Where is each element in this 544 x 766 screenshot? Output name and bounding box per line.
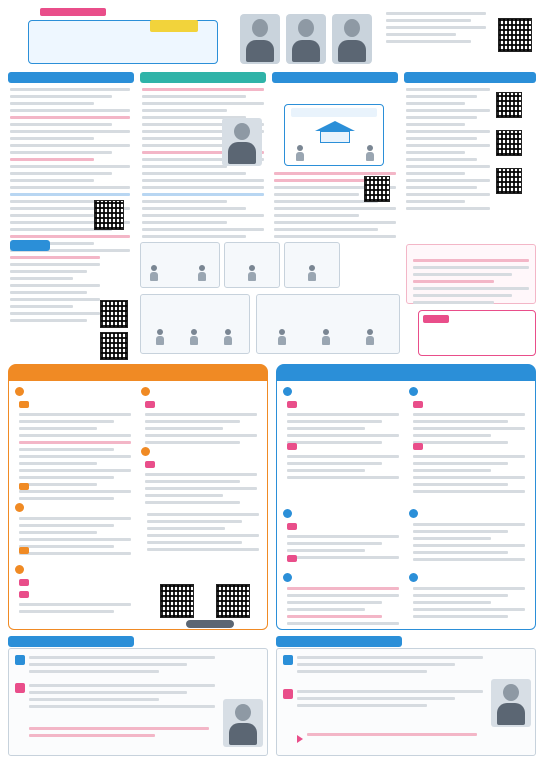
bottom-left-answer xyxy=(15,683,215,723)
contact-email[interactable] xyxy=(453,346,533,351)
lower-left-note xyxy=(147,513,259,555)
lower-right-item-1 xyxy=(283,387,403,505)
special-badge xyxy=(150,20,198,32)
members-line xyxy=(208,60,536,67)
middle-qr-1[interactable] xyxy=(100,300,128,328)
member-photo-2 xyxy=(286,14,326,64)
middle-left-body xyxy=(10,256,100,326)
header-qr-code[interactable] xyxy=(498,18,532,52)
section-4-qr-3[interactable] xyxy=(496,168,522,194)
illustration-5 xyxy=(256,294,400,354)
lower-right-item-2 xyxy=(409,387,529,505)
bottom-right-heading xyxy=(276,636,402,647)
lower-left-heading xyxy=(8,364,268,380)
contact-name xyxy=(453,315,531,333)
bottom-right-question xyxy=(283,655,483,677)
header-note xyxy=(386,12,486,58)
section-4-title xyxy=(404,72,536,83)
section-1-qr[interactable] xyxy=(94,200,124,230)
title-line-2 xyxy=(29,41,217,61)
illustration-3 xyxy=(284,242,340,288)
person-icon xyxy=(295,145,305,161)
house-icon xyxy=(315,121,355,143)
lower-right-item-5 xyxy=(283,573,403,627)
person-icon xyxy=(365,145,375,161)
bottom-left-photo xyxy=(223,699,263,747)
member-photo-3 xyxy=(332,14,372,64)
section-2-title xyxy=(140,72,266,83)
section-2-photo xyxy=(222,118,262,166)
lower-left-item-5 xyxy=(15,565,135,621)
right-note-box xyxy=(406,244,536,304)
lower-right-item-6 xyxy=(409,573,529,627)
stay-home-heading xyxy=(291,108,377,117)
section-4-qr-2[interactable] xyxy=(496,130,522,156)
bottom-right-highlight xyxy=(307,733,477,740)
bottom-right-photo xyxy=(491,679,531,727)
bottom-right-answer xyxy=(283,689,483,729)
contact-box xyxy=(418,310,536,356)
contact-tag xyxy=(423,315,449,323)
detail-link[interactable] xyxy=(10,240,50,251)
lower-detail-link[interactable] xyxy=(186,620,234,628)
section-1-body xyxy=(10,88,130,256)
middle-qr-2[interactable] xyxy=(100,332,128,360)
illustration-2 xyxy=(224,242,280,288)
illustration-1 xyxy=(140,242,220,288)
bottom-right-panel xyxy=(276,648,536,756)
lower-right-item-4 xyxy=(409,509,529,569)
masthead-tag xyxy=(40,8,106,16)
lower-qr-2[interactable] xyxy=(216,584,250,618)
lower-left-item-4 xyxy=(15,503,135,559)
masthead xyxy=(8,6,228,68)
section-4-body xyxy=(406,88,490,214)
bottom-left-heading xyxy=(8,636,134,647)
section-3-title xyxy=(272,72,398,83)
lower-right-panel xyxy=(276,380,536,630)
lower-right-heading xyxy=(276,364,536,380)
section-4-qr-1[interactable] xyxy=(496,92,522,118)
section-1-title xyxy=(8,72,134,83)
footnote xyxy=(8,758,536,764)
bottom-left-highlight xyxy=(29,727,209,741)
contact-details xyxy=(453,336,533,354)
stay-home-box xyxy=(284,104,384,166)
lower-right-item-3 xyxy=(283,509,403,569)
lower-left-item-3 xyxy=(141,447,261,507)
illustration-4 xyxy=(140,294,250,354)
lower-qr-1[interactable] xyxy=(160,584,194,618)
arrow-right-icon xyxy=(297,735,303,743)
bottom-left-question xyxy=(15,655,215,677)
lower-left-item-1 xyxy=(15,387,135,497)
section-3-qr[interactable] xyxy=(364,176,390,202)
lower-left-item-2 xyxy=(141,387,261,443)
member-photo-1 xyxy=(240,14,280,64)
header xyxy=(8,6,536,68)
bottom-left-panel xyxy=(8,648,268,756)
